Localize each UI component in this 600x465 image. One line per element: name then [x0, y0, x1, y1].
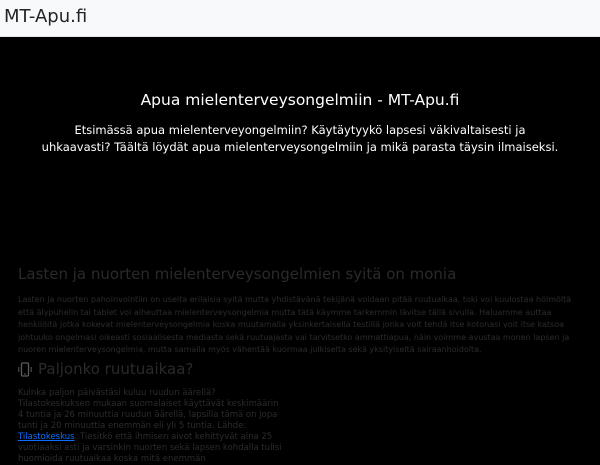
- hero-title: Apua mielenterveysongelmiin - MT-Apu.fi: [140, 91, 460, 109]
- section-heading: Lasten ja nuorten mielenterveysongelmien syitä on monia: [18, 265, 457, 283]
- screen-time-text-end: . Tiesitkö että ihmisen aivot kehittyvät aina 25 vuotiaaksi asti ja varsinkin nuorten sekä lapsen kohdalla tulisi huomioida ruutuaikaa koska mitä enemmän: [18, 432, 282, 464]
- screen-time-heading: [18, 359, 418, 379]
- mobile-phone-icon: [18, 362, 32, 377]
- intro-paragraph: Lasten ja nuorten pahoinvointiin on useita erilaisia syitä mutta yhdistävänä tekijänä voidaan pitää ruutuaikaa, toki voi kuulostaa hölmöltä että älypuhelin tai tablet voi aiheuttaa mielenterveysongelmia mutta tätä käymme tarkemmin lävitse tällä sivulla. Haluamme auttaa henkilöitä jotka kokevat mielenterveysongelmia koska muutamalla yksinkertaisella testillä jonka voit tehdä itse kotonasi voit itse katsoa johtuuko ongelmasi oikeasti sosiaalisesta mediasta sekä ruutuajasta vai tarvitsetko ammattiapua, näin voimme avustaa monen lapsen ja nuoren mielenterveysongelmia, mutta samalla myös vähentää kuormaa julkiselta sekä yksityiseltä sairaanhoidolta.: [18, 295, 572, 354]
- main-content: [0, 254, 600, 464]
- hero-banner: [0, 37, 600, 254]
- hero-lead-text: Etsimässä apua mielenterveyongelmiin? Käytäytyykö lapsesi väkivaltaisesti ja uhkaavasti? Täältä löydät apua mielenterveysongelmiin ja mikä parasta täysin ilmaiseksi.: [41, 123, 559, 154]
- screen-time-text-start: Kuinka paljon päivästäsi kuluu ruudun äärellä? Tilastokeskuksen mukaan suomalaiset käyttävät keskimäärin 4 tuntia ja 26 minuuttia ruudun äärellä, lapsilla tämä on jopa tunti ja 20 minuuttia enemmän eli yli 5 tuntia. Lähde:: [18, 388, 279, 431]
- tilastokeskus-source-link[interactable]: Tilastokeskus: [18, 432, 75, 442]
- screen-time-heading-text: Paljonko ruutuaikaa?: [38, 360, 194, 378]
- top-navbar: [0, 0, 600, 37]
- screen-time-paragraph: [18, 388, 286, 465]
- site-brand-link[interactable]: MT-Apu.fi: [4, 6, 88, 27]
